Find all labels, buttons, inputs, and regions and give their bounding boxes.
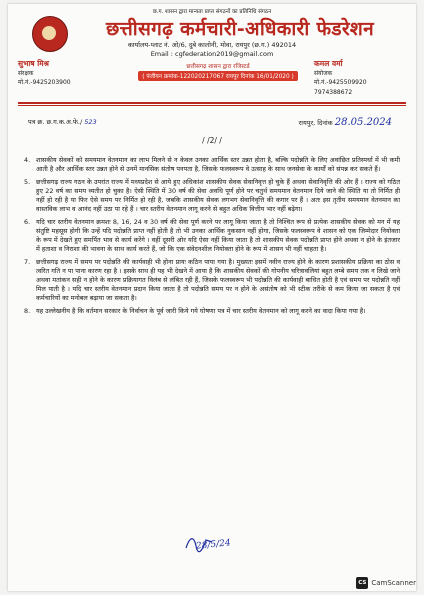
email-address: Email : cgfederation2019@gmail.com: [150, 50, 274, 58]
camscanner-watermark: [356, 577, 416, 589]
reference-line: [28, 117, 97, 126]
paragraph: [24, 258, 400, 303]
patron-mobile: मो.नं.-9425203900: [18, 79, 71, 86]
camscanner-label: CamScanner: [371, 579, 416, 587]
convenor-block: [314, 59, 410, 97]
patron-role: संरक्षक: [18, 69, 34, 77]
letterhead-tagline: छ.ग. शासन द्वारा मान्यता प्राप्त संगठनों का प्रतिनिधि संगठन: [152, 9, 272, 15]
paragraph-number: 7.: [24, 258, 31, 266]
reference-label: पत्र क्र. छ.ग.क.अ.फे./: [28, 118, 83, 126]
header-divider: [18, 102, 406, 104]
paragraph-text: छत्तीसगढ़ राज्य गठन के उपरांत राज्य में मध्यप्रदेश से आये हुए अधिकांश शासकीय सेवक सेवानिवृत्त हो चुके हैं अथवा सेवानिवृत्ति की ओर हैं । राज्य को गठित हुए 22 वर्ष का समय व्यतीत हो चुका है। ऐसी स्थिति में 30 वर्ष की सेवा अवधि पूर्ण होने पर चतुर्थ समयमान वेतनमान दिये जाने की स्थिति या तो निर्मित ही नहीं हो रही है या फिर ऐसे समय पर निर्मित हो रही है, जबकि शासकीय सेवक लगभग सेवानिवृत्ति की कगार पर हैं । अतः इस तृतीय समयमान वेतनमान का वास्तविक लाभ व आनंद नहीं उठा पा रहे हैं । चार स्तरीय वेतनमान लागू करने से बहुत अधिक वित्तीय भार नहीं बढ़ेगा।: [36, 178, 400, 213]
paragraph-text: शासकीय सेवकों को समयमान वेतनमान का लाभ मिलने से न केवल उनका आर्थिक स्तर उन्नत होता है, बल्कि पदोन्नति के लिए अवांछित प्रतिस्पर्धा में भी कमी आती है और आर्थिक स्तर उन्नत होने से उनमें मानसिक संतोष पनपता है, जिसके फलस्वरूप वे उत्साह के साथ जनसेवा के कार्यों को संपन्न कर सकते हैं।: [36, 156, 400, 173]
convenor-name: कमल वर्मा: [314, 59, 343, 68]
paragraph: [24, 178, 400, 214]
signature-date: 28/5/24: [195, 538, 232, 552]
date-value: 28.05.2024: [334, 117, 392, 128]
date-line: [299, 117, 392, 128]
paragraph: [24, 218, 400, 254]
reference-number: 523: [84, 118, 97, 126]
letter-body: [24, 156, 400, 320]
paragraph-text: छत्तीसगढ़ राज्य में समय पर पदोन्नति की कार्यवाही भी होना प्रायः कठिन पाया गया है। मुख्यतः इसमें नवीन राज्य होने के कारण प्रशासकीय प्रक्रिया का ठोस व त्वरित गति न पा पाना कारण रहा है । इसके साथ ही यह भी देखने में आया है कि शासकीय सेवकों की गोपनीय चरित्रावलियां बहुत लम्बे समय तक न लिखे जाने अथवा मतांकन सही न होने के कारण प्रक्रियागत विलंब से लंबित रही हैं, जिसके फलस्वरूप भी पदोन्नति की कार्यवाही बाधित होती है एवं समय पर पदोन्नति नहीं मिल पाती है । यदि चार स्तरीय वेतनमान प्रदान किया जाता है तो पदोन्नति समय पर न होने के असंतोष को भी स्टीक तरीके से कम किया जा सकता है एवं कर्मचारियों का मनोबल बढ़ाया जा सकता है।: [36, 258, 400, 302]
convenor-role: संयोजक: [314, 69, 333, 77]
paragraph-number: 4.: [24, 156, 31, 164]
header-divider-thin: [18, 105, 406, 106]
registration-line: छत्तीसगढ़ शासन द्वारा रजिस्टर्ड: [186, 64, 250, 70]
page-marker: / /2/ /: [202, 136, 222, 145]
letter-page: [8, 4, 416, 591]
paragraph-number: 6.: [24, 218, 31, 226]
convenor-mobile: मो.नं.-9425509920: [314, 79, 367, 86]
camscanner-icon: CS: [356, 577, 368, 589]
organization-title: छत्तीसगढ़ कर्मचारी-अधिकारी फेडरेशन: [105, 18, 375, 40]
patron-name: सुभाष मिश्र: [18, 59, 49, 68]
paragraph-text: यह उल्लेखनीय है कि वर्तमान सरकार के निर्वाचन के पूर्व जारी किये गये घोषणा पत्र में चार स्तरीय वेतनमान को लागू करने का वादा किया गया है।: [36, 307, 366, 315]
paragraph: [24, 156, 400, 174]
registration-number: ( पंजीयन क्रमांक-122020217067 रायपुर दिनांक 16/01/2020 ): [138, 71, 298, 81]
registration-block: [118, 62, 318, 81]
paragraph-number: 8.: [24, 307, 31, 315]
paragraph: [24, 307, 400, 316]
convenor-mobile-2: 7974388672: [314, 88, 353, 96]
paragraph-text: यदि चार स्तरीय वेतनमान क्रमशः 8, 16, 24 व 30 वर्ष की सेवा पूर्ण करने पर लागू किया जाता है तो निश्चित रूप से प्रत्येक शासकीय सेवक को मन में यह संतुष्टि महसूस होगी कि उन्हें यदि पदोन्नति प्राप्त नहीं होती है तो भी उनका आर्थिक नुकसान नहीं होगा, जिसके फलस्वरूप वे शासन को एक जिम्मेदार नियोक्ता के रूप में देखते हुए समर्पित भाव से कार्य करेंगे । वहीं दूसरी ओर यदि ऐसा नहीं किया जाता है तो शासकीय सेवक पदोन्नति प्राप्त होने अथवा न होने के इंतजार में हताशा व निराशा की भावना के साथ कार्य करते हैं, जो कि एक संवेदनशील नियोक्ता होने के रूप में शासन भी नहीं चाहता है।: [36, 218, 400, 253]
office-address: कार्यालय-प्लाट नं. ओ/6, दुबे कालोनी, मोवा, रायपुर (छ.ग.) 492014: [127, 41, 297, 49]
paragraph-number: 5.: [24, 178, 31, 186]
patron-block: [18, 59, 71, 88]
date-label: रायपुर, दिनांक: [298, 119, 333, 127]
